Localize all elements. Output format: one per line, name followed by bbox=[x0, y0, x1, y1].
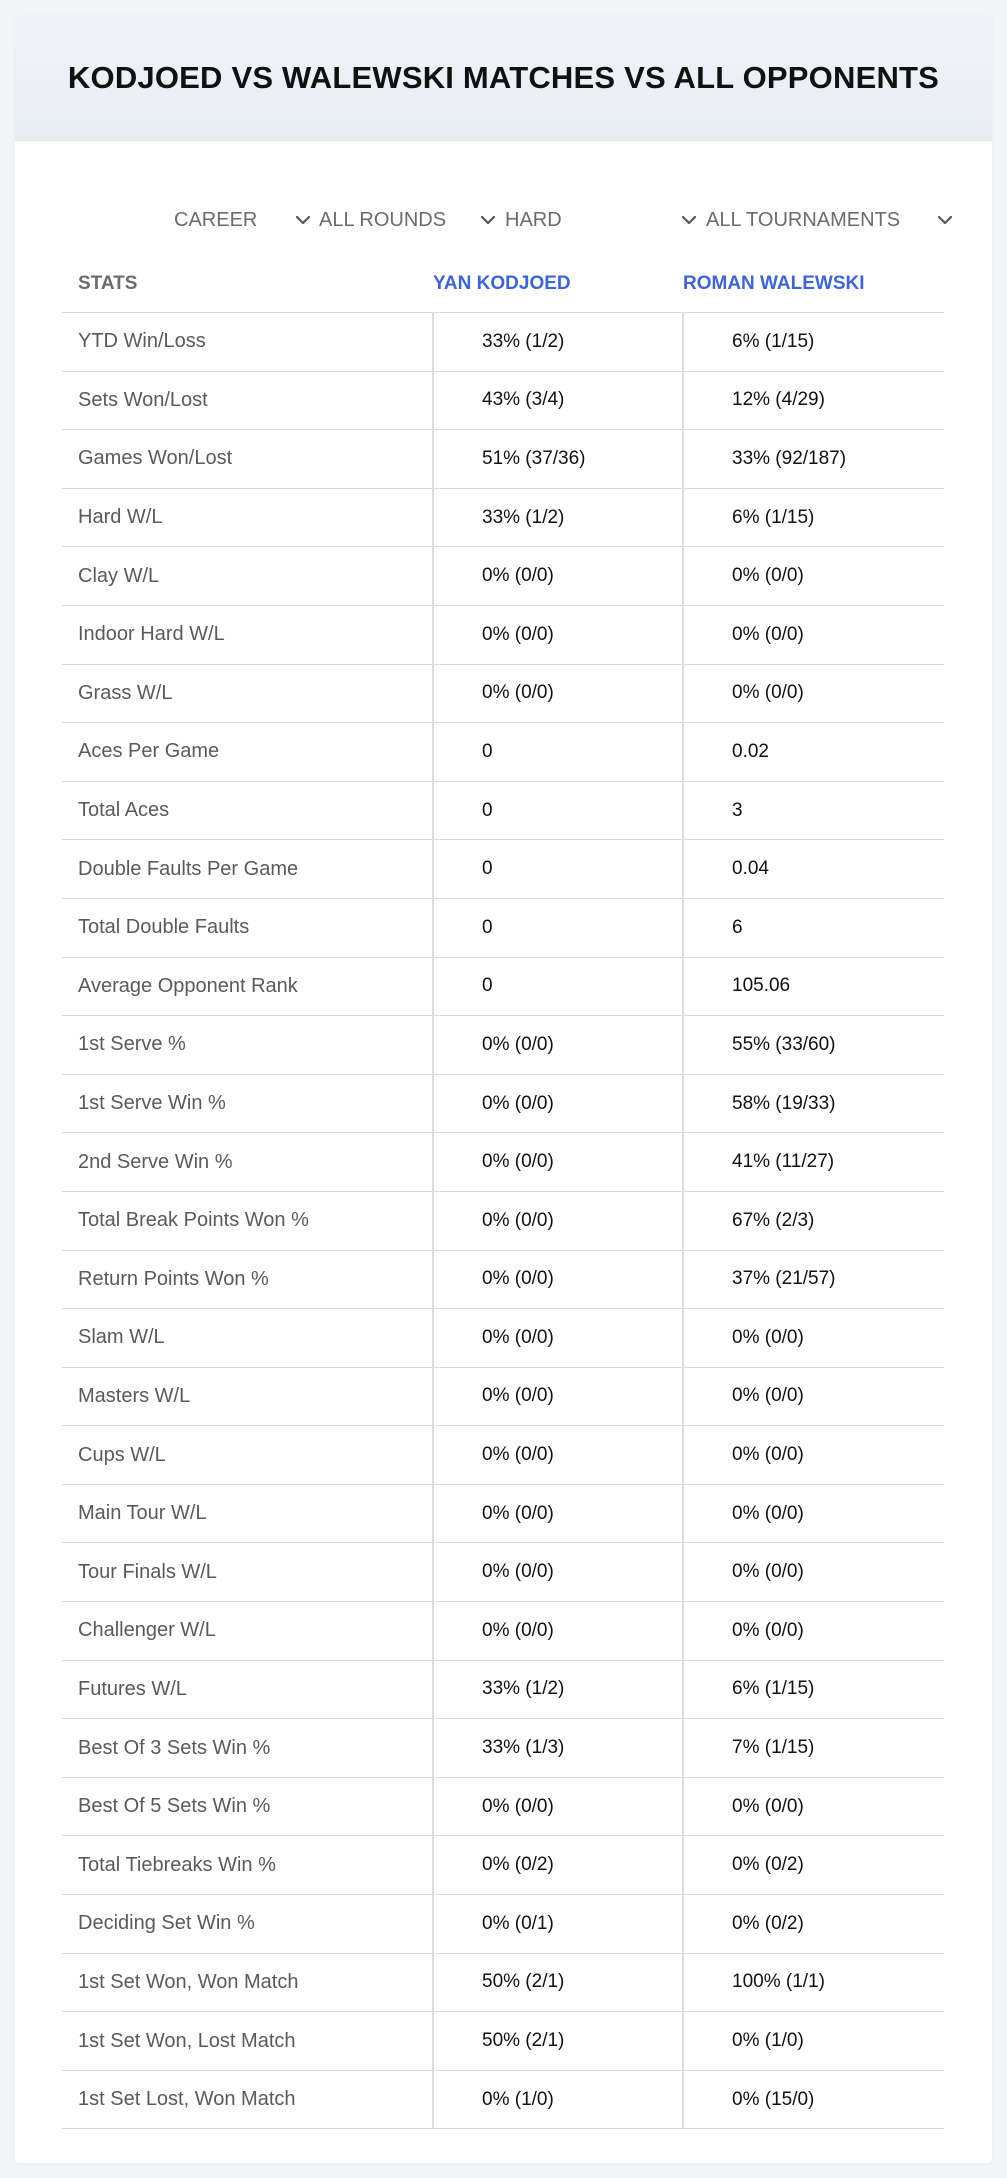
rounds-select[interactable] bbox=[319, 190, 499, 250]
player2-stat-value: 6% (1/15) bbox=[732, 1678, 815, 1700]
table-row bbox=[62, 665, 944, 724]
column-divider bbox=[682, 372, 684, 430]
column-divider bbox=[682, 313, 684, 371]
column-divider bbox=[682, 958, 684, 1016]
player1-stat-value: 0% (0/0) bbox=[482, 1268, 554, 1290]
column-divider bbox=[682, 1368, 684, 1426]
column-divider bbox=[682, 1192, 684, 1250]
table-row bbox=[62, 1719, 944, 1778]
player1-stat-value: 0 bbox=[482, 799, 493, 821]
stat-label: Best Of 3 Sets Win % bbox=[78, 1736, 271, 1759]
table-row bbox=[62, 489, 944, 548]
column-divider bbox=[432, 1778, 434, 1836]
column-divider bbox=[682, 1309, 684, 1367]
table-row bbox=[62, 606, 944, 665]
stats-card bbox=[15, 15, 992, 2163]
column-divider bbox=[432, 1251, 434, 1309]
player1-stat-value: 0% (0/0) bbox=[482, 623, 554, 645]
table-row bbox=[62, 1895, 944, 1954]
table-row bbox=[62, 430, 944, 489]
table-row bbox=[62, 782, 944, 841]
column-divider bbox=[432, 958, 434, 1016]
column-divider bbox=[432, 2012, 434, 2070]
stat-label: Return Points Won % bbox=[78, 1267, 269, 1290]
stat-label: Futures W/L bbox=[78, 1677, 187, 1700]
table-row bbox=[62, 958, 944, 1017]
player1-stat-value: 0% (0/0) bbox=[482, 1326, 554, 1348]
player1-stat-value: 0% (0/0) bbox=[482, 1385, 554, 1407]
player1-stat-value: 0% (0/0) bbox=[482, 1502, 554, 1524]
player1-stat-value: 0% (0/0) bbox=[482, 1795, 554, 1817]
column-divider bbox=[682, 1719, 684, 1777]
column-divider bbox=[682, 1778, 684, 1836]
player1-stat-value: 0 bbox=[482, 740, 493, 762]
table-row bbox=[62, 1954, 944, 2013]
player2-stat-value: 0% (0/0) bbox=[732, 565, 804, 587]
player2-stat-value: 0% (0/0) bbox=[732, 1795, 804, 1817]
player2-stat-value: 0% (0/2) bbox=[732, 1854, 804, 1876]
player1-stat-value: 33% (1/2) bbox=[482, 330, 565, 352]
player2-stat-value: 12% (4/29) bbox=[732, 389, 825, 411]
column-divider bbox=[432, 1485, 434, 1543]
stat-label: 1st Serve % bbox=[78, 1033, 186, 1056]
table-row bbox=[62, 723, 944, 782]
column-divider bbox=[432, 1192, 434, 1250]
column-divider bbox=[432, 2071, 434, 2129]
column-divider bbox=[432, 1661, 434, 1719]
player1-stat-value: 0% (0/0) bbox=[482, 1151, 554, 1173]
column-divider bbox=[682, 489, 684, 547]
stat-label: Total Tiebreaks Win % bbox=[78, 1853, 276, 1876]
table-row bbox=[62, 1251, 944, 1310]
column-divider bbox=[682, 430, 684, 488]
player2-stat-value: 6 bbox=[732, 916, 743, 938]
column-divider bbox=[682, 1426, 684, 1484]
page-title: KODJOED VS WALEWSKI MATCHES VS ALL OPPONENTS bbox=[67, 59, 940, 95]
column-divider bbox=[432, 1895, 434, 1953]
player1-stat-value: 0% (0/1) bbox=[482, 1912, 554, 1934]
stat-label: Best Of 5 Sets Win % bbox=[78, 1795, 271, 1818]
column-divider bbox=[432, 1602, 434, 1660]
stat-label: 1st Set Won, Lost Match bbox=[78, 2029, 296, 2052]
table-row bbox=[62, 1485, 944, 1544]
player1-stat-value: 50% (2/1) bbox=[482, 2030, 565, 2052]
player2-stat-value: 37% (21/57) bbox=[732, 1268, 836, 1290]
player1-stat-value: 0% (0/0) bbox=[482, 565, 554, 587]
column-divider bbox=[432, 313, 434, 371]
stat-label: Masters W/L bbox=[78, 1384, 191, 1407]
table-body bbox=[62, 313, 944, 2129]
table-row bbox=[62, 1602, 944, 1661]
column-divider bbox=[432, 665, 434, 723]
player2-stat-value: 100% (1/1) bbox=[732, 1971, 825, 1993]
stat-label: Total Double Faults bbox=[78, 916, 250, 939]
column-divider bbox=[432, 1954, 434, 2012]
player1-column-header[interactable]: YAN KODJOED bbox=[433, 273, 571, 294]
player2-stat-value: 0% (0/0) bbox=[732, 1619, 804, 1641]
column-divider bbox=[432, 1309, 434, 1367]
player2-stat-value: 0% (0/0) bbox=[732, 623, 804, 645]
table-row bbox=[62, 1133, 944, 1192]
table-row bbox=[62, 1543, 944, 1602]
stat-label: Indoor Hard W/L bbox=[78, 623, 225, 646]
column-divider bbox=[682, 1075, 684, 1133]
column-divider bbox=[682, 665, 684, 723]
player1-stat-value: 0 bbox=[482, 858, 493, 880]
column-divider bbox=[682, 1836, 684, 1894]
surface-select[interactable] bbox=[505, 190, 705, 250]
period-select-value: CAREER bbox=[174, 208, 258, 231]
column-divider bbox=[682, 1954, 684, 2012]
player1-stat-value: 50% (2/1) bbox=[482, 1971, 565, 1993]
column-divider bbox=[432, 782, 434, 840]
table-row bbox=[62, 1016, 944, 1075]
player1-stat-value: 0% (0/0) bbox=[482, 1033, 554, 1055]
column-divider bbox=[682, 547, 684, 605]
column-divider bbox=[432, 723, 434, 781]
column-divider bbox=[682, 1016, 684, 1074]
table-row bbox=[62, 1778, 944, 1837]
player2-stat-value: 67% (2/3) bbox=[732, 1209, 815, 1231]
stat-label: 1st Serve Win % bbox=[78, 1092, 226, 1115]
player1-stat-value: 0% (0/0) bbox=[482, 1561, 554, 1583]
table-row bbox=[62, 547, 944, 606]
tournaments-select-value: ALL TOURNAMENTS bbox=[706, 208, 901, 231]
table-row bbox=[62, 2012, 944, 2071]
table-row bbox=[62, 1309, 944, 1368]
player2-stat-value: 0% (0/0) bbox=[732, 682, 804, 704]
filter-bar bbox=[15, 190, 992, 250]
stat-label: Total Break Points Won % bbox=[78, 1209, 309, 1232]
column-divider bbox=[432, 430, 434, 488]
stat-label: Aces Per Game bbox=[78, 740, 220, 763]
table-row bbox=[62, 1075, 944, 1134]
player2-stat-value: 33% (92/187) bbox=[732, 447, 847, 469]
stat-label: Main Tour W/L bbox=[78, 1502, 207, 1525]
rounds-select-value: ALL ROUNDS bbox=[319, 208, 447, 231]
column-divider bbox=[432, 606, 434, 664]
table-row bbox=[62, 840, 944, 899]
table-row bbox=[62, 372, 944, 431]
table-row bbox=[62, 1192, 944, 1251]
column-divider bbox=[682, 1661, 684, 1719]
player2-stat-value: 0% (0/0) bbox=[732, 1385, 804, 1407]
column-divider bbox=[682, 606, 684, 664]
stat-label: Double Faults Per Game bbox=[78, 857, 299, 880]
player2-stat-value: 6% (1/15) bbox=[732, 506, 815, 528]
column-divider bbox=[682, 1602, 684, 1660]
period-select[interactable] bbox=[174, 190, 314, 250]
player2-stat-value: 0% (15/0) bbox=[732, 2088, 815, 2110]
column-divider bbox=[682, 723, 684, 781]
player2-stat-value: 0.02 bbox=[732, 740, 769, 762]
stats-table bbox=[62, 255, 944, 2129]
stat-label: Challenger W/L bbox=[78, 1619, 216, 1642]
column-divider bbox=[432, 1543, 434, 1601]
player1-stat-value: 0% (0/2) bbox=[482, 1854, 554, 1876]
stat-label: 2nd Serve Win % bbox=[78, 1150, 233, 1173]
stat-label: Games Won/Lost bbox=[78, 447, 233, 470]
column-divider bbox=[432, 1426, 434, 1484]
player2-stat-value: 3 bbox=[732, 799, 743, 821]
column-divider bbox=[682, 1133, 684, 1191]
player2-stat-value: 41% (11/27) bbox=[732, 1151, 835, 1173]
player1-stat-value: 0% (0/0) bbox=[482, 1209, 554, 1231]
player1-stat-value: 43% (3/4) bbox=[482, 389, 565, 411]
column-divider bbox=[682, 2071, 684, 2129]
player2-stat-value: 55% (33/60) bbox=[732, 1033, 836, 1055]
player2-stat-value: 7% (1/15) bbox=[732, 1737, 815, 1759]
stat-label: Cups W/L bbox=[78, 1443, 166, 1466]
player1-stat-value: 0% (1/0) bbox=[482, 2088, 554, 2110]
player2-stat-value: 0.04 bbox=[732, 858, 769, 880]
player2-stat-value: 105.06 bbox=[732, 975, 791, 997]
column-divider bbox=[432, 840, 434, 898]
player2-stat-value: 0% (0/0) bbox=[732, 1502, 804, 1524]
chevron-down-icon bbox=[681, 190, 697, 250]
stat-label: 1st Set Won, Won Match bbox=[78, 1970, 299, 1993]
stat-label: Average Opponent Rank bbox=[78, 974, 298, 997]
tournaments-select[interactable] bbox=[706, 190, 956, 250]
table-row bbox=[62, 1426, 944, 1485]
table-row bbox=[62, 1368, 944, 1427]
stat-label: Deciding Set Win % bbox=[78, 1912, 255, 1935]
chevron-down-icon bbox=[937, 190, 953, 250]
player1-stat-value: 0% (0/0) bbox=[482, 1619, 554, 1641]
stat-label: Total Aces bbox=[78, 799, 170, 822]
column-divider bbox=[682, 2012, 684, 2070]
player1-stat-value: 33% (1/2) bbox=[482, 1678, 565, 1700]
column-divider bbox=[432, 1836, 434, 1894]
column-divider bbox=[432, 1719, 434, 1777]
column-divider bbox=[682, 782, 684, 840]
player1-stat-value: 51% (37/36) bbox=[482, 447, 586, 469]
stats-column-header: STATS bbox=[78, 273, 138, 294]
stat-label: Sets Won/Lost bbox=[78, 388, 208, 411]
player2-stat-value: 0% (0/0) bbox=[732, 1326, 804, 1348]
chevron-down-icon bbox=[295, 190, 311, 250]
column-divider bbox=[682, 1895, 684, 1953]
player2-column-header[interactable]: ROMAN WALEWSKI bbox=[683, 273, 865, 294]
player2-stat-value: 58% (19/33) bbox=[732, 1092, 836, 1114]
column-divider bbox=[682, 840, 684, 898]
stat-label: Tour Finals W/L bbox=[78, 1560, 217, 1583]
column-divider bbox=[682, 1543, 684, 1601]
column-divider bbox=[432, 1368, 434, 1426]
table-row bbox=[62, 899, 944, 958]
player2-stat-value: 0% (0/0) bbox=[732, 1444, 804, 1466]
column-divider bbox=[682, 899, 684, 957]
stat-label: 1st Set Lost, Won Match bbox=[78, 2088, 296, 2111]
column-divider bbox=[432, 1075, 434, 1133]
stat-label: YTD Win/Loss bbox=[78, 330, 206, 353]
stat-label: Hard W/L bbox=[78, 506, 163, 529]
player2-stat-value: 6% (1/15) bbox=[732, 330, 815, 352]
player1-stat-value: 0% (0/0) bbox=[482, 1444, 554, 1466]
chevron-down-icon bbox=[480, 190, 496, 250]
page-header bbox=[15, 15, 992, 141]
stat-label: Grass W/L bbox=[78, 681, 173, 704]
table-header bbox=[62, 255, 944, 313]
column-divider bbox=[682, 1251, 684, 1309]
table-row bbox=[62, 2071, 944, 2130]
stat-label: Clay W/L bbox=[78, 564, 160, 587]
player1-stat-value: 33% (1/2) bbox=[482, 506, 565, 528]
column-divider bbox=[682, 1485, 684, 1543]
stat-label: Slam W/L bbox=[78, 1326, 165, 1349]
player1-stat-value: 33% (1/3) bbox=[482, 1737, 565, 1759]
column-divider bbox=[432, 1133, 434, 1191]
player2-stat-value: 0% (0/0) bbox=[732, 1561, 804, 1583]
player1-stat-value: 0 bbox=[482, 975, 493, 997]
player1-stat-value: 0% (0/0) bbox=[482, 1092, 554, 1114]
column-divider bbox=[432, 547, 434, 605]
table-row bbox=[62, 1836, 944, 1895]
player2-stat-value: 0% (0/2) bbox=[732, 1912, 804, 1934]
column-divider bbox=[432, 372, 434, 430]
player1-stat-value: 0 bbox=[482, 916, 493, 938]
surface-select-value: HARD bbox=[505, 208, 562, 231]
column-divider bbox=[432, 489, 434, 547]
table-row bbox=[62, 313, 944, 372]
player1-stat-value: 0% (0/0) bbox=[482, 682, 554, 704]
column-divider bbox=[432, 899, 434, 957]
table-row bbox=[62, 1661, 944, 1720]
column-divider bbox=[432, 1016, 434, 1074]
player2-stat-value: 0% (1/0) bbox=[732, 2030, 804, 2052]
